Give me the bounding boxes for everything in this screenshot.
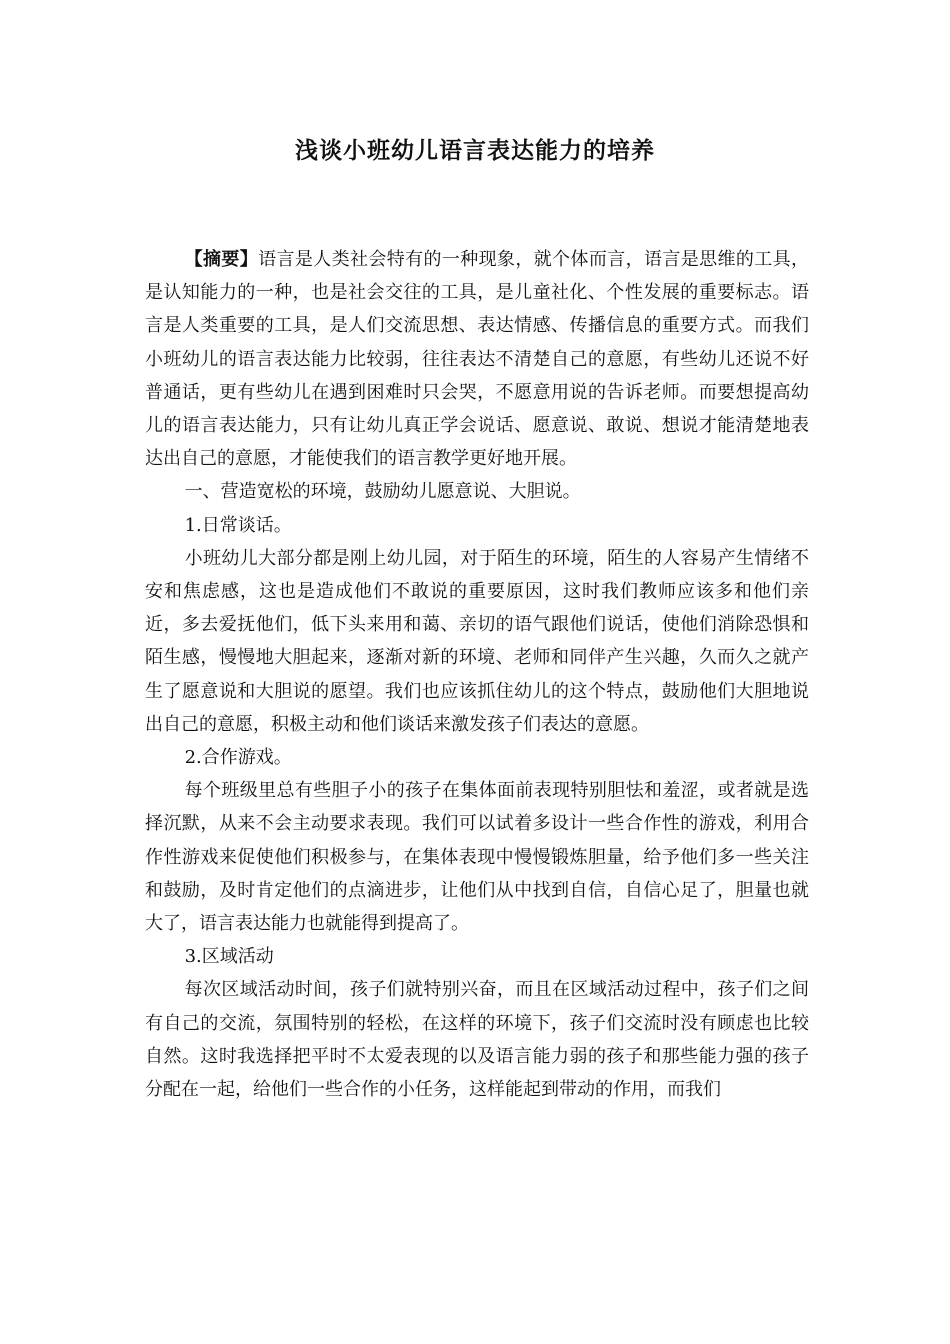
subsection-heading-3: 3.区域活动 [184,946,274,968]
subsection-heading-1: 1.日常谈话。 [184,514,292,536]
document-body [145,243,809,1106]
document-title: 浅谈小班幼儿语言表达能力的培养 [295,138,655,164]
abstract-paragraph [145,243,809,475]
subsection-text-2: 每个班级里总有些胆子小的孩子在集体面前表现特别胆怯和羞涩，或者就是选择沉默，从来不会主动要求表现。我们可以试着多设计一些合作性的游戏，利用合作性游戏来促使他们积极参与，在集体表现中慢慢锻炼胆量，给予他们多一些关注和鼓励，及时肯定他们的点滴进步，让他们从中找到自信，自信心足了，胆量也就大了，语言表达能力也就能得到提高了。 [145,780,809,935]
section-heading-1: 一、营造宽松的环境，鼓励幼儿愿意说、大胆说。 [184,481,581,503]
abstract-text: 语言是人类社会特有的一种现象，就个体而言，语言是思维的工具，是认知能力的一种，也是社会交往的工具，是儿童社化、个性发展的重要标志。语言是人类重要的工具，是人们交流思想、表达情感、传播信息的重要方式。而我们小班幼儿的语言表达能力比较弱，往往表达不清楚自己的意愿，有些幼儿还说不好普通话，更有些幼儿在遇到困难时只会哭，不愿意用说的告诉老师。而要想提高幼儿的语言表达能力，只有让幼儿真正学会说话、愿意说、敢说、想说才能清楚地表达出自己的意愿，才能使我们的语言教学更好地开展。 [145,249,810,470]
subsection-text-1: 小班幼儿大部分都是刚上幼儿园，对于陌生的环境，陌生的人容易产生情绪不安和焦虑感，这也是造成他们不敢说的重要原因，这时我们教师应该多和他们亲近，多去爱抚他们，低下头来用和蔼、亲切的语气跟他们说话，使他们消除恐惧和陌生感，慢慢地大胆起来，逐渐对新的环境、老师和同伴产生兴趣，久而久之就产生了愿意说和大胆说的愿望。我们也应该抓住幼儿的这个特点，鼓励他们大胆地说出自己的意愿，积极主动和他们谈话来激发孩子们表达的意愿。 [145,547,809,735]
subsection-heading-2: 2.合作游戏。 [184,747,292,769]
abstract-label: 【摘要】 [184,249,259,270]
subsection-text-3: 每次区域活动时间，孩子们就特别兴奋，而且在区域活动过程中，孩子们之间有自己的交流，氛围特别的轻松，在这样的环境下，孩子们交流时没有顾虑也比较自然。这时我选择把平时不太爱表现的以及语言能力弱的孩子和那些能力强的孩子分配在一起，给他们一些合作的小任务，这样能起到带动的作用，而我们 [145,979,809,1101]
